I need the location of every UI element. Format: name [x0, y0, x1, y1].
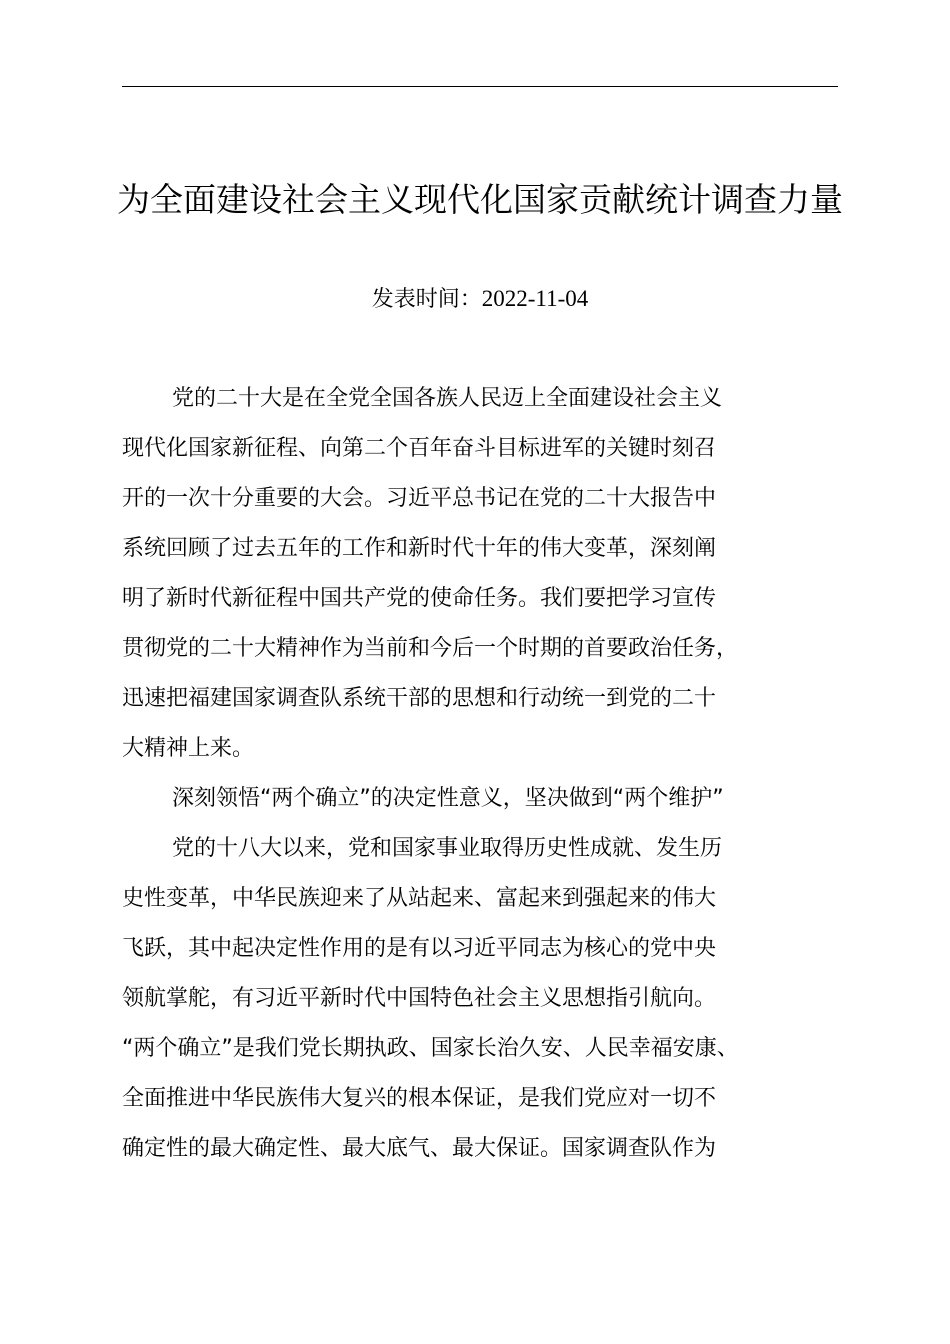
body-line: “两个确立”是我们党长期执政、国家长治久安、人民幸福安康、 — [122, 1036, 739, 1061]
body-line: 迅速把福建国家调查队系统干部的思想和行动统一到党的二十 — [122, 686, 717, 711]
body-line: 确定性的最大确定性、最大底气、最大保证。国家调查队作为 — [122, 1136, 717, 1161]
header-rule — [122, 86, 838, 87]
body-line: 党的十八大以来，党和国家事业取得历史性成就、发生历 — [172, 836, 723, 861]
body-line: 飞跃，其中起决定性作用的是有以习近平同志为核心的党中央 — [122, 936, 717, 961]
publish-date: 2022-11-04 — [481, 286, 589, 311]
body-line: 大精神上来。 — [122, 736, 255, 761]
body-line: 明了新时代新征程中国共产党的使命任务。我们要把学习宣传 — [122, 586, 717, 611]
publish-label: 发表时间： — [371, 287, 482, 312]
body-line: 贯彻党的二十大精神作为当前和今后一个时期的首要政治任务， — [122, 636, 739, 661]
section-heading: 深刻领悟“两个确立”的决定性意义，坚决做到“两个维护” — [172, 786, 724, 811]
body-line: 现代化国家新征程、向第二个百年奋斗目标进军的关键时刻召 — [122, 436, 717, 461]
body-line: 史性变革，中华民族迎来了从站起来、富起来到强起来的伟大 — [122, 886, 717, 911]
body-line: 全面推进中华民族伟大复兴的根本保证，是我们党应对一切不 — [122, 1086, 717, 1111]
publish-info — [0, 283, 950, 316]
body-line: 开的一次十分重要的大会。习近平总书记在党的二十大报告中 — [122, 486, 717, 511]
body-line: 系统回顾了过去五年的工作和新时代十年的伟大变革，深刻阐 — [122, 536, 717, 561]
body-line: 党的二十大是在全党全国各族人民迈上全面建设社会主义 — [172, 386, 723, 411]
article-title: 为全面建设社会主义现代化国家贡献统计调查力量 — [117, 180, 843, 219]
body-line: 领航掌舵，有习近平新时代中国特色社会主义思想指引航向。 — [122, 986, 717, 1011]
